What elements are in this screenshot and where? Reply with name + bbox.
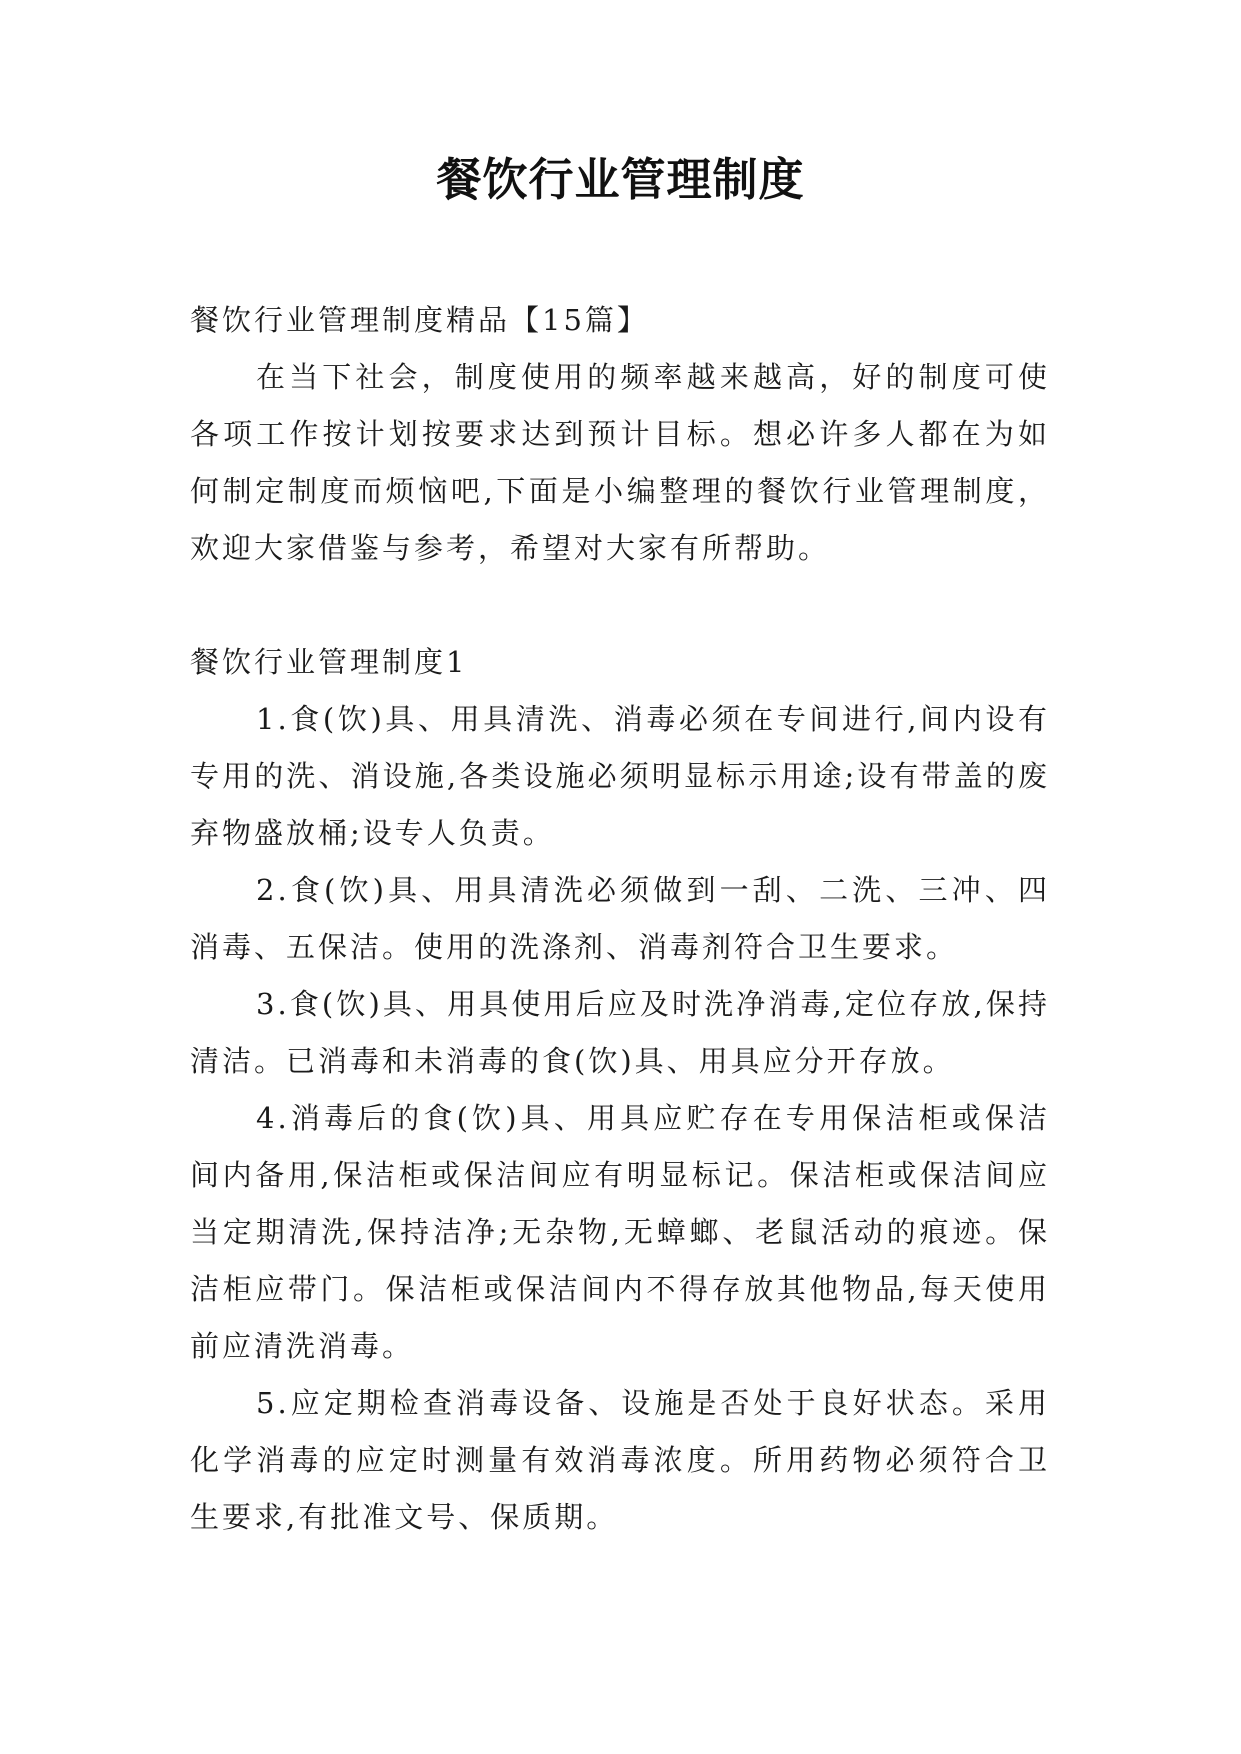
document-title: 餐饮行业管理制度 xyxy=(436,153,805,206)
document-subtitle: 餐饮行业管理制度精品【15篇】 xyxy=(190,303,649,337)
section-item-5: 5.应定期检查消毒设备、设施是否处于良好状态。采用化学消毒的应定时测量有效消毒浓度。所用药物必须符合卫生要求,有批准文号、保质期。 xyxy=(190,1386,1050,1534)
intro-paragraph: 在当下社会，制度使用的频率越来越高，好的制度可使各项工作按计划按要求达到预计目标。想必许多人都在为如何制定制度而烦恼吧,下面是小编整理的餐饮行业管理制度，欢迎大家借鉴与参考，希望对大家有所帮助。 xyxy=(190,360,1050,565)
section-item-3: 3.食(饮)具、用具使用后应及时洗净消毒,定位存放,保持清洁。已消毒和未消毒的食(饮)具、用具应分开存放。 xyxy=(190,987,1051,1078)
paragraph-spacer xyxy=(190,577,1050,634)
section-item-4: 4.消毒后的食(饮)具、用具应贮存在专用保洁柜或保洁间内备用,保洁柜或保洁间应有明显标记。保洁柜或保洁间应当定期清洗,保持洁净;无杂物,无蟑螂、老鼠活动的痕迹。保洁柜应带门。保洁柜或保洁间内不得存放其他物品,每天使用前应清洗消毒。 xyxy=(190,1101,1050,1363)
section-heading: 餐饮行业管理制度1 xyxy=(190,645,468,679)
section-item-1: 1.食(饮)具、用具清洗、消毒必须在专间进行,间内设有专用的洗、消设施,各类设施必须明显标示用途;设有带盖的废弃物盛放桶;设专人负责。 xyxy=(190,702,1050,850)
document-body xyxy=(190,292,1050,1546)
section-item-2: 2.食(饮)具、用具清洗必须做到一刮、二洗、三冲、四消毒、五保洁。使用的洗涤剂、消毒剂符合卫生要求。 xyxy=(190,873,1050,964)
